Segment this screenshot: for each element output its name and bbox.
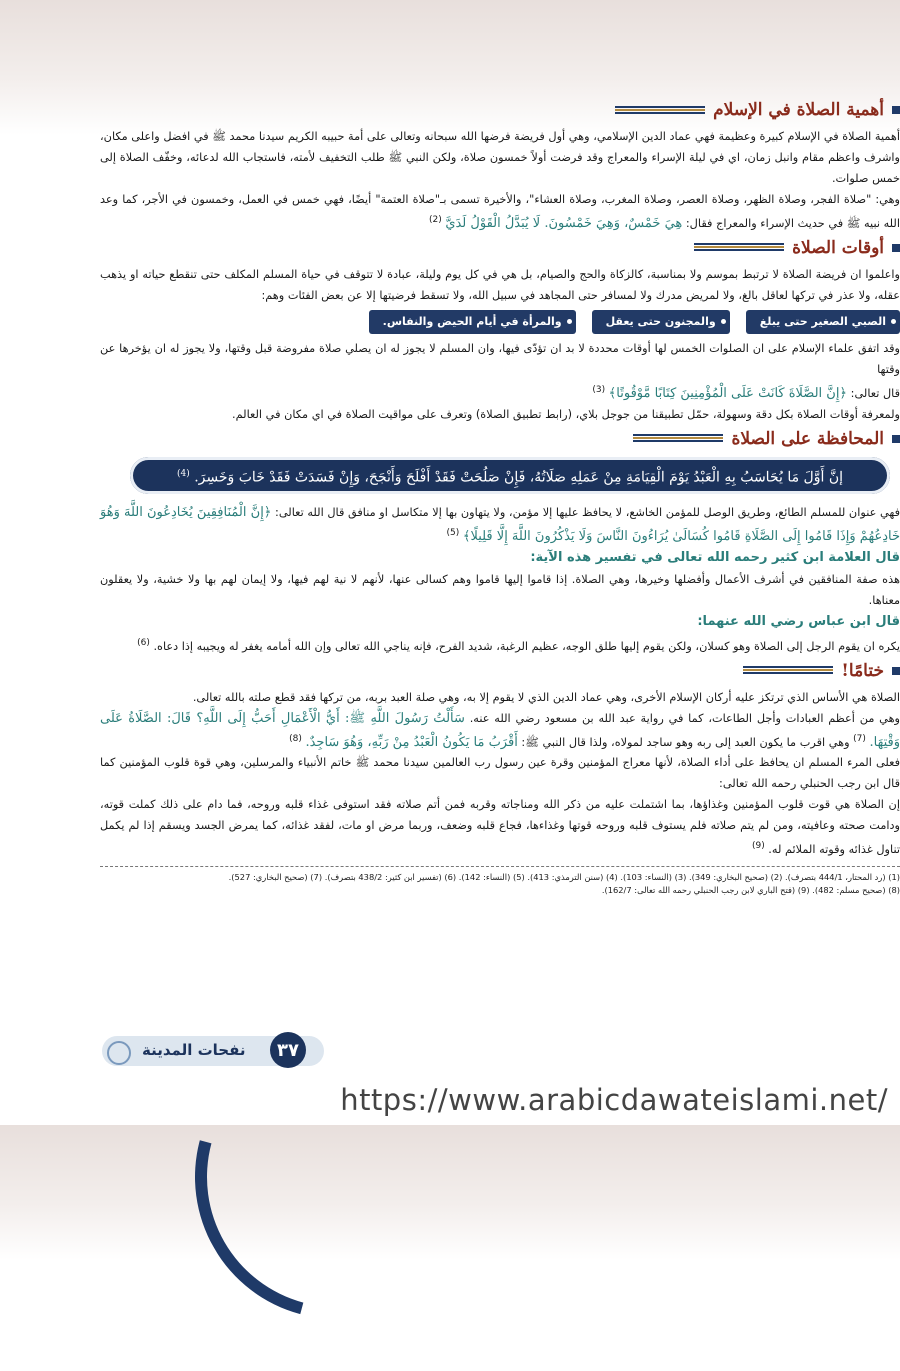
paragraph [100,708,900,753]
paragraph: هذه صفة المنافقين في أشرف الأعمال وأفضلها وخيرها، وهي الصلاة. إذا قاموا إليها قاموا وهم كسالى عنها، لأنهم لا نية لهم فيها، ولا إيمان لهم بها ولا خشية، ولا يعقلون معناها. [100,572,900,607]
magazine-seal-icon [107,1041,131,1065]
paragraph: الصلاة هي الأساس الذي ترتكز عليه أركان الإسلام الأخرى، وهي عماد الدين الذي لا يقوم إلا به، وهي صلة العبد بربه، من تركها فقد قطع صلته بالله تعالى. [192,690,900,704]
paragraph [100,794,900,860]
footnote-ref: (8) [289,733,302,744]
banner-text: إنَّ أَوَّلَ مَا يُحَاسَبُ بِهِ الْعَبْدُ يَوْمَ الْقِيَامَةِ مِنْ عَمَلِهِ صَلَاتُهُ، فَإِنْ صَلُحَتْ فَقَدْ أَفْلَحَ وَأَنْجَحَ، وَإِنْ فَسَدَتْ فَقَدْ خَابَ وَخَسِرَ. [194,469,843,486]
quran-verse: ﴿إِنَّ الصَّلَاةَ كَانَتْ عَلَى الْمُؤْمِنِينَ كِتَابًا مَّوْقُوتًا﴾ [608,385,848,401]
footnotes-line: (1) (رد المحتار، 444/1 بتصرف). (2) (صحيح البخاري: 349). (3) (النساء: 103). (4) (سنن الترمذي: 413). (5) (النساء: 142). (6) (تفسير ابن كثير: 438/2 بتصرف). (7) (صحيح البخاري: 527). [228,872,900,883]
watermark-url: https://www.arabicdawateislami.net/ [340,1083,888,1117]
section-heading-closing [100,659,900,683]
category-pill: والمرأة في أيام الحيض والنفاس. [369,310,576,334]
paragraph-text: قال تعالى: [850,386,900,400]
magazine-title: نفحات المدينة [142,1041,246,1059]
footnote-ref: (4) [177,468,190,479]
paragraph-text: وهي اقرب ما يكون العبد إلى ربه وهو ساجد لمولاه، ولذا قال النبي ﷺ: [521,735,850,749]
paragraph: واعلموا ان فريضة الصلاة لا ترتبط بموسم ولا بمناسبة، كالزكاة والحج والصيام، بل هي في كل يوم وليلة، عبادة لا تتوقف في حياة المسلم المكلف حتى تنقطع حياته او يذهب عقله، ولا عذر في تركها لعاقل بالغ، ولا لمريض مدرك ولا لمسافر حتى المجاهد في سبيل الله، ولا تسقط فرضيتها إلا عن بعض الفئات وهم: [100,267,900,302]
page-badge [102,1036,324,1066]
footnote-ref: (6) [137,637,150,648]
paragraph-text: يكره ان يقوم الرجل إلى الصلاة وهو كسلان، ولكن يقوم إليها طلق الوجه، عظيم الرغبة، شديد الفرح، فإنه يناجي الله تعالى وإن الله أمامه يغفر له ويجيبه إذا دعاه. [153,639,900,653]
subheading: قال ابن عباس رضي الله عنهما: [697,613,900,629]
heading-rule [633,434,723,443]
paragraph: وقد اتفق علماء الإسلام على ان الصلوات الخمس لها أوقات محددة لا بد ان تؤدّى فيها، وان المسلم لا يجوز له ان يصلي صلاة مفروضة قبل وقتها، ولا يجوز له ان يؤخرها عن وقتها [100,341,900,376]
heading-marker-icon [892,106,900,114]
footnote-divider [100,866,900,867]
paragraph [100,633,900,657]
heading-marker-icon [892,244,900,252]
footnote-ref: (2) [428,215,442,225]
section-heading-importance [100,98,900,122]
section-heading-times [100,236,900,260]
paragraph: أهمية الصلاة في الإسلام كبيرة وعظيمة فهي عماد الدين الإسلامي، وهي أول فريضة فرضها الله سبحانه وتعالى على أمة حبيبه الكريم سيدنا محمد ﷺ في افضل واعلى مكان، واشرف واعظم مقام وانبل زمان، اي في ليلة الإسراء والمعراج وقد فرضت أولاً خمسون صلاة، ولكن النبي ﷺ طلب التخفيف لأمته، فاستجاب الله لدعائه، وخفّف الصلاة إلى خمس صلوات. [100,130,900,185]
category-pill: الصبي الصغير حتى يبلغ [746,310,900,334]
paragraph-text: وهي من أعظم العبادات وأجل الطاعات، كما في رواية عبد الله بن مسعود رضي الله عنه. [469,711,900,725]
paragraph [100,502,900,547]
paragraph: فعلى المرء المسلم ان يحافظ على أداء الصلاة، لأنها معراج المؤمنين وقرة عين رسول رب العالمين سيدنا محمد ﷺ خاتم الأنبياء والمرسلين، وهي قوة قلوب المؤمنين كما قال ابن رجب الحنبلي رحمه الله تعالى: [100,756,900,791]
paragraph [100,189,900,234]
section-heading-keeping [100,427,900,451]
footnotes-line: (8) (صحيح مسلم: 482). (9) (فتح الباري لابن رجب الحنبلي رحمه الله تعالى: 162/7). [601,885,900,896]
subheading: قال العلامة ابن كثير رحمه الله تعالى في تفسير هذه الآية: [530,549,900,565]
paragraph: ولمعرفة أوقات الصلاة بكل دقة وسهولة، حمّل تطبيقنا من جوجل بلاي، (رابط تطبيق الصلاة) وتعرف على مواقيت الصلاة في اي مكان في العالم. [232,407,900,421]
paragraph [100,380,900,404]
footnote-ref: (9) [751,841,765,852]
footnote-ref: (3) [592,384,606,395]
heading-title: أهمية الصلاة في الإسلام [713,100,884,120]
footnote-ref: (5) [446,528,460,539]
heading-marker-icon [892,667,900,675]
heading-title: ختامًا! [841,660,884,681]
footnote-ref: (7) [853,733,866,744]
category-pill: والمجنون حتى يعقل [592,310,730,334]
heading-title: أوقات الصلاة [792,237,884,258]
hadith-quote: أَقْرَبُ مَا يَكُونُ الْعَبْدُ مِنْ رَبِّهِ، وَهُوَ سَاجِدٌ. [305,734,518,750]
paragraph-text: وهي: "صلاة الفجر، وصلاة الظهر، وصلاة العصر، وصلاة المغرب، وصلاة العشاء"، والأخيرة تسمى بـ"صلاة العتمة" أيضًا، فهي خمس في العمل، وخمسون في الأجر، كما وعد الله نبيه ﷺ في حديث الإسراء والمعراج فقال: [100,193,900,230]
paragraph-text: إن الصلاة هي قوت قلوب المؤمنين وغذاؤها، بما اشتملت عليه من ذكر الله ومناجاته وقربه فمن أتم صلاته فقد استوفى غذاء قلبه وروحه، فما دام على ذلك كملت قوته، ودامت صحته وعافيته، ومن لم يتم صلاته فلم يستوف قلبه وروحه قوتها وغذاءها، فجاع قلبه وضعف، وربما مرض او مات، لفقد غذائه، كما يمرض الجسد ويسقم إذا لم يكمل تناول غذائه وقوته الملائم له. [100,798,900,857]
heading-title: المحافظة على الصلاة [731,428,884,449]
heading-rule [615,106,705,115]
page-number: ٣٧ [270,1032,306,1068]
heading-rule [694,243,784,252]
article [100,96,900,897]
exempt-categories [100,310,900,334]
heading-marker-icon [892,435,900,443]
hadith-banner [130,457,890,495]
paragraph-text: فهي عنوان للمسلم الطائع، وطريق الوصل للمؤمن الخاشع، لا يحافظ عليها إلا مؤمن، ولا يتهاون بها إلا متكاسل او منافق قال الله تعالى: [275,506,900,520]
hadith-quote: سَأَلْتُ رَسُولَ اللَّهِ ﷺ: أَيُّ الْأَعْمَالِ أَحَبُّ إِلَى اللَّهِ؟ قَالَ: الصَّلَاةُ عَلَى وَقْتِهَا. [100,710,900,750]
heading-rule [743,666,833,675]
hadith-quote: هِيَ خَمْسٌ، وَهِيَ خَمْسُونَ. لَا يُبَدَّلُ الْقَوْلُ لَدَيَّ [445,215,683,231]
quran-verse: ﴿إِنَّ الْمُنَافِقِينَ يُخَادِعُونَ اللَّهَ وَهُوَ خَادِعُهُمْ وَإِذَا قَامُوا إِلَى الصَّلَاةِ قَامُوا كُسَالَىٰ يُرَاءُونَ النَّاسَ وَلَا يَذْكُرُونَ اللَّهَ إِلَّا قَلِيلًا﴾ [100,505,900,544]
